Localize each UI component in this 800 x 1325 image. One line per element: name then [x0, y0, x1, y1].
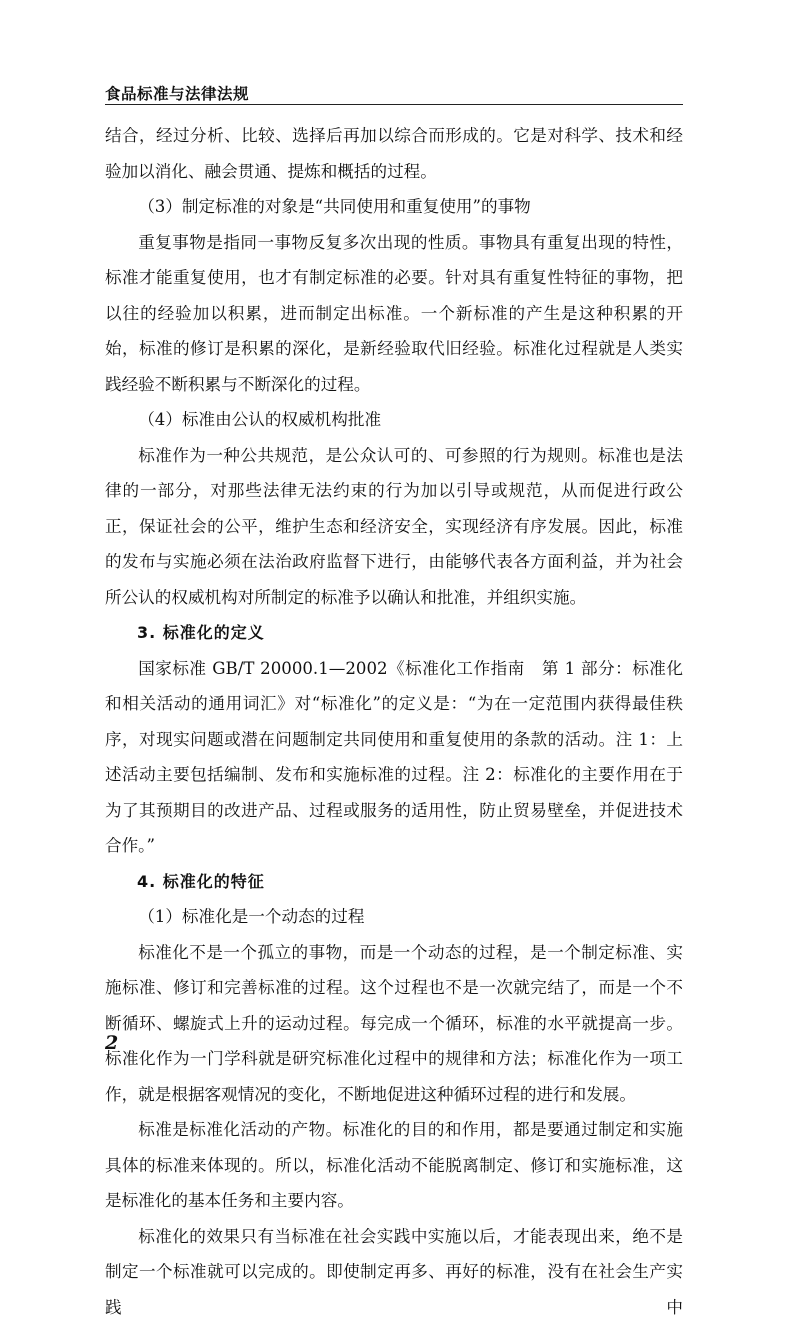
- page-number: 2: [105, 1032, 118, 1054]
- subheading: （3）制定标准的对象是“共同使用和重复使用”的事物: [105, 189, 683, 225]
- paragraph: 标准作为一种公共规范，是公众认可的、可参照的行为规则。标准也是法律的一部分，对那些法律无法约束的行为加以引导或规范，从而促进行政公正，保证社会的公平，维护生态和经济安全，实现经济有序发展。因此，标准的发布与实施必须在法治政府监督下进行，由能够代表各方面利益，并为社会所公认的权威机构对所制定的标准予以确认和批准，并组织实施。: [105, 438, 683, 616]
- running-header: 食品标准与法律法规: [105, 82, 249, 104]
- paragraph: 标准化的效果只有当标准在社会实践中实施以后，才能表现出来，绝不是制定一个标准就可以完成的。即使制定再多、再好的标准，没有在社会生产实践中: [105, 1219, 683, 1325]
- paragraph: 重复事物是指同一事物反复多次出现的性质。事物具有重复出现的特性，标准才能重复使用，也才有制定标准的必要。针对具有重复性特征的事物，把以往的经验加以积累，进而制定出标准。一个新标准的产生是这种积累的开始，标准的修订是积累的深化，是新经验取代旧经验。标准化过程就是人类实践经验不断积累与不断深化的过程。: [105, 225, 683, 403]
- paragraph: 标准化不是一个孤立的事物，而是一个动态的过程，是一个制定标准、实施标准、修订和完善标准的过程。这个过程也不是一次就完结了，而是一个不断循环、螺旋式上升的运动过程。每完成一个循环，标准的水平就提高一步。标准化作为一门学科就是研究标准化过程中的规律和方法；标准化作为一项工作，就是根据客观情况的变化，不断地促进这种循环过程的进行和发展。: [105, 935, 683, 1113]
- paragraph: 国家标准 GB/T 20000.1—2002《标准化工作指南 第 1 部分：标准化和相关活动的通用词汇》对“标准化”的定义是：“为在一定范围内获得最佳秩序，对现实问题或潜在问题制定共同使用和重复使用的条款的活动。注 1：上述活动主要包括编制、发布和实施标准的过程。注 2：标准化的主要作用在于为了其预期目的改进产品、过程或服务的适用性，防止贸易壁垒，并促进技术合作。”: [105, 651, 683, 864]
- paragraph: 结合，经过分析、比较、选择后再加以综合而形成的。它是对科学、技术和经验加以消化、融会贯通、提炼和概括的过程。: [105, 118, 683, 189]
- paragraph: 标准是标准化活动的产物。标准化的目的和作用，都是要通过制定和实施具体的标准来体现的。所以，标准化活动不能脱离制定、修订和实施标准，这是标准化的基本任务和主要内容。: [105, 1112, 683, 1219]
- subheading: （4）标准由公认的权威机构批准: [105, 402, 683, 438]
- body-text: [105, 118, 683, 1325]
- header-rule: [105, 104, 683, 105]
- section-heading: 3. 标准化的定义: [105, 615, 683, 651]
- subheading: （1）标准化是一个动态的过程: [105, 899, 683, 935]
- section-heading: 4. 标准化的特征: [105, 864, 683, 900]
